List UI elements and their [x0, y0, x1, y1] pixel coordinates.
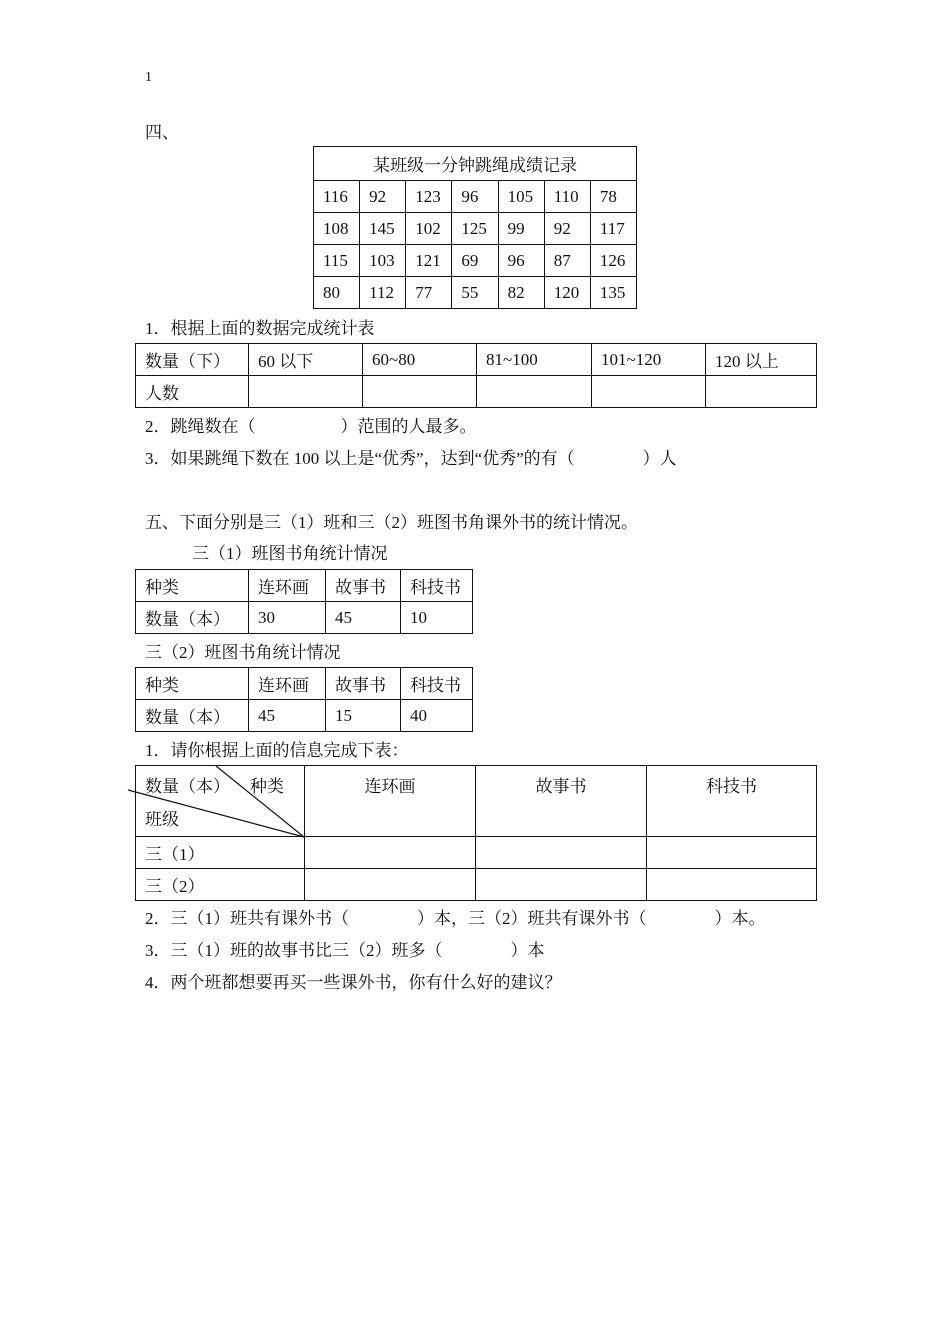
- table-row: [314, 181, 637, 213]
- section4-question-1: 1．根据上面的数据完成统计表: [145, 319, 375, 338]
- class1-book-table: [135, 569, 473, 634]
- table-cell: 121: [406, 245, 452, 277]
- table-header-cell: 81~100: [477, 344, 592, 376]
- table-row: [136, 376, 817, 408]
- section5-question-3: 3．三（1）班的故事书比三（2）班多（ ）本: [145, 941, 545, 960]
- answer-cell[interactable]: [476, 837, 647, 869]
- table-cell: 110: [544, 181, 590, 213]
- table-cell: 116: [314, 181, 360, 213]
- table-cell: 99: [498, 213, 544, 245]
- table-row: [136, 766, 817, 837]
- table-cell: 120: [544, 277, 590, 309]
- table-cell: 69: [452, 245, 498, 277]
- rope-record-table: [313, 146, 637, 309]
- diagonal-header-cell: [136, 766, 305, 837]
- answer-cell[interactable]: [363, 376, 477, 408]
- answer-cell[interactable]: [706, 376, 817, 408]
- answer-cell[interactable]: [647, 837, 817, 869]
- table-cell: 87: [544, 245, 590, 277]
- table-cell: 92: [544, 213, 590, 245]
- table-cell: 135: [590, 277, 636, 309]
- corner-kind-label: 种类: [250, 777, 284, 796]
- table-header-cell: 连环画: [249, 570, 326, 602]
- table-cell: 112: [360, 277, 406, 309]
- table-cell: 45: [326, 602, 401, 634]
- table-header-cell: 科技书: [401, 668, 473, 700]
- table-cell: 126: [590, 245, 636, 277]
- table-header-cell: 故事书: [326, 668, 401, 700]
- table-header-cell: 数量（下）: [136, 344, 249, 376]
- table-cell: 30: [249, 602, 326, 634]
- table-cell: 82: [498, 277, 544, 309]
- table-cell: 92: [360, 181, 406, 213]
- table-row-label: 数量（本）: [136, 700, 249, 732]
- section4-question-2: 2．跳绳数在（ ）范围的人最多。: [145, 417, 477, 436]
- table-header-cell: 101~120: [592, 344, 706, 376]
- table-cell: 15: [326, 700, 401, 732]
- rope-table-title: 某班级一分钟跳绳成绩记录: [314, 147, 637, 181]
- table-row: [136, 668, 473, 700]
- table-cell: 117: [590, 213, 636, 245]
- table-row-label: 数量（本）: [136, 602, 249, 634]
- answer-cell[interactable]: [305, 837, 476, 869]
- table-row: [136, 570, 473, 602]
- table-row: [314, 245, 637, 277]
- table-cell: 77: [406, 277, 452, 309]
- section5-question-4: 4．两个班都想要再买一些课外书，你有什么好的建议？: [145, 973, 562, 992]
- page-number: 1: [145, 70, 152, 85]
- table-header-cell: 连环画: [249, 668, 326, 700]
- answer-cell[interactable]: [647, 869, 817, 901]
- table-cell: 78: [590, 181, 636, 213]
- table-cell: 102: [406, 213, 452, 245]
- section4-heading: 四、: [145, 123, 179, 142]
- corner-class-label: 班级: [145, 810, 179, 829]
- table-header-cell: 种类: [136, 570, 249, 602]
- table-cell: 125: [452, 213, 498, 245]
- table-header-cell: 种类: [136, 668, 249, 700]
- section4-question-3: 3．如果跳绳下数在 100 以上是“优秀”，达到“优秀”的有（ ）人: [145, 449, 677, 468]
- table-row: [136, 837, 817, 869]
- table-row: [136, 602, 473, 634]
- table-cell: 123: [406, 181, 452, 213]
- class2-caption: 三（2）班图书角统计情况: [145, 643, 341, 662]
- table-cell: 108: [314, 213, 360, 245]
- summary-table: [135, 765, 817, 901]
- table-row-label: 三（1）: [136, 837, 305, 869]
- class2-book-table: [135, 667, 473, 732]
- answer-cell[interactable]: [305, 869, 476, 901]
- table-row: [136, 700, 473, 732]
- table-header-cell: 120 以上: [706, 344, 817, 376]
- table-header-cell: 连环画: [305, 766, 476, 837]
- answer-cell[interactable]: [477, 376, 592, 408]
- table-cell: 40: [401, 700, 473, 732]
- table-cell: 96: [498, 245, 544, 277]
- table-row: [136, 869, 817, 901]
- table-cell: 55: [452, 277, 498, 309]
- section5-question-2: 2．三（1）班共有课外书（ ）本，三（2）班共有课外书（ ）本。: [145, 909, 766, 928]
- section5-question-1: 1．请你根据上面的信息完成下表：: [145, 741, 409, 760]
- table-header-cell: 故事书: [476, 766, 647, 837]
- table-cell: 115: [314, 245, 360, 277]
- table-cell: 105: [498, 181, 544, 213]
- table-row: [314, 213, 637, 245]
- table-cell: 96: [452, 181, 498, 213]
- jump-rope-stat-table: [135, 343, 817, 408]
- table-header-cell: 60~80: [363, 344, 477, 376]
- table-row-label: 人数: [136, 376, 249, 408]
- table-cell: 10: [401, 602, 473, 634]
- table-row: [136, 344, 817, 376]
- class1-caption: 三（1）班图书角统计情况: [192, 544, 388, 563]
- table-cell: 45: [249, 700, 326, 732]
- answer-cell[interactable]: [592, 376, 706, 408]
- table-row: [314, 277, 637, 309]
- table-cell: 80: [314, 277, 360, 309]
- table-header-cell: 60 以下: [249, 344, 363, 376]
- table-header-cell: 科技书: [647, 766, 817, 837]
- table-header-cell: 科技书: [401, 570, 473, 602]
- table-cell: 103: [360, 245, 406, 277]
- table-cell: 145: [360, 213, 406, 245]
- answer-cell[interactable]: [476, 869, 647, 901]
- table-header-cell: 故事书: [326, 570, 401, 602]
- table-row-label: 三（2）: [136, 869, 305, 901]
- corner-quantity-label: 数量（本）: [145, 777, 230, 796]
- section5-heading: 五、下面分别是三（1）班和三（2）班图书角课外书的统计情况。: [145, 513, 638, 532]
- answer-cell[interactable]: [249, 376, 363, 408]
